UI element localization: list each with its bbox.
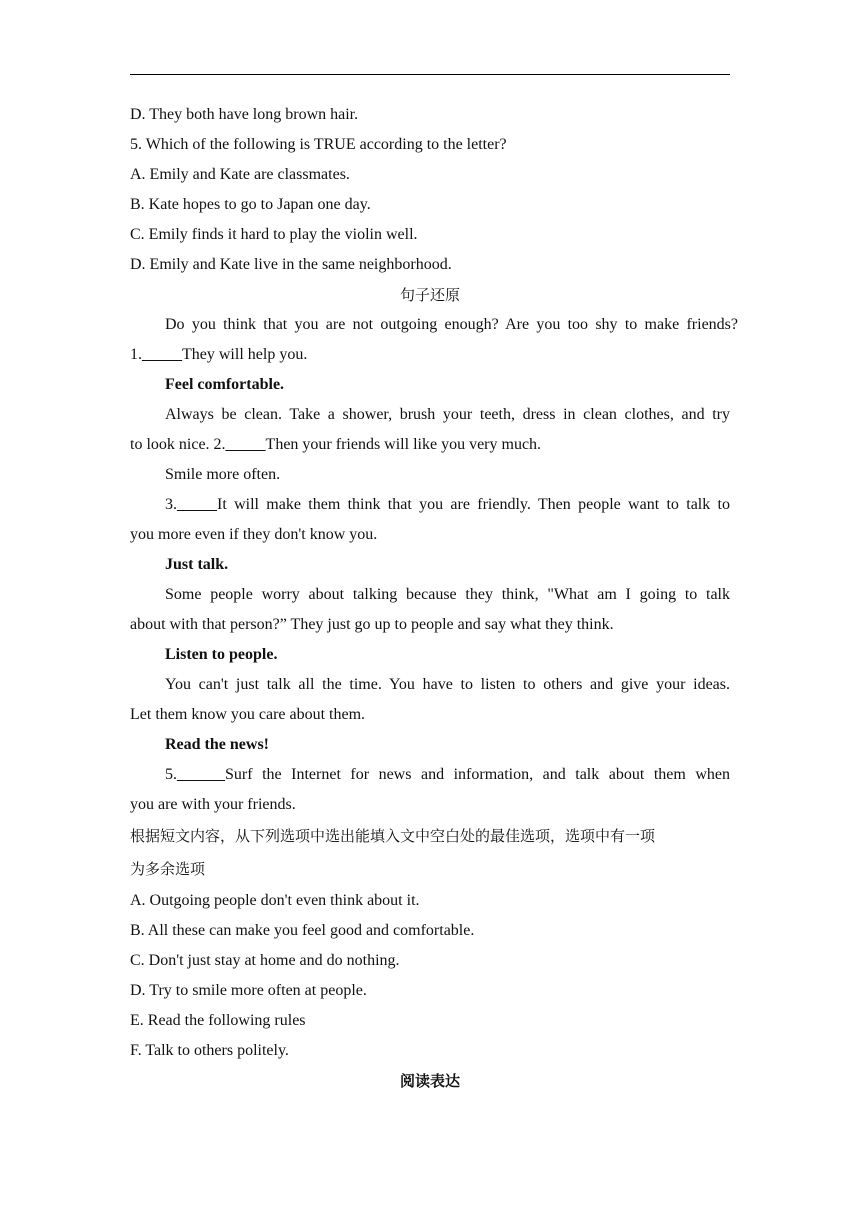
passage-line: Let them know you care about them.: [130, 706, 366, 723]
document-body: [130, 100, 738, 1096]
header-rule: [130, 74, 730, 75]
passage-heading: Feel comfortable.: [165, 376, 285, 393]
section-title: 句子还原: [399, 286, 460, 304]
blank-5: ______: [177, 766, 225, 783]
passage-line: Do you think that you are not outgoing enough? Are you too shy to make friends?: [165, 316, 738, 333]
passage-line: you more even if they don't know you.: [130, 526, 378, 543]
blank-1: _____: [142, 346, 182, 363]
answer-option: A. Outgoing people don't even think about it.: [130, 892, 420, 909]
option-line: B. Kate hopes to go to Japan one day.: [130, 196, 371, 213]
blank-3: _____: [177, 496, 217, 513]
option-line: D. Emily and Kate live in the same neighborhood.: [130, 256, 452, 273]
passage-heading: Smile more often.: [165, 466, 281, 483]
passage-heading: Just talk.: [165, 556, 229, 573]
passage-heading: Listen to people.: [165, 646, 278, 663]
instruction-line: 为多余选项: [130, 860, 206, 878]
question-line: 5. Which of the following is TRUE according to the letter?: [130, 136, 507, 153]
blank-2: _____: [225, 436, 266, 453]
passage-line: Always be clean. Take a shower, brush your teeth, dress in clean clothes, and try: [165, 406, 730, 423]
passage-line: You can't just talk all the time. You have to listen to others and give your ideas.: [165, 676, 730, 693]
section-title: 阅读表达: [399, 1072, 460, 1090]
passage-line: 5.______Surf the Internet for news and information, and talk about them when: [165, 766, 730, 783]
passage-line: about with that person?” They just go up to people and say what they think.: [130, 616, 614, 633]
passage-line: Some people worry about talking because they think, "What am I going to talk: [165, 586, 730, 603]
answer-option: F. Talk to others politely.: [130, 1042, 289, 1059]
passage-line: 3._____It will make them think that you are friendly. Then people want to talk to: [165, 496, 730, 513]
instruction-line: 根据短文内容，从下列选项中选出能填入文中空白处的最佳选项，选项中有一项: [130, 827, 656, 845]
passage-line: 1._____They will help you.: [130, 346, 308, 363]
answer-option: B. All these can make you feel good and comfortable.: [130, 922, 475, 939]
option-line: D. They both have long brown hair.: [130, 106, 359, 123]
option-line: A. Emily and Kate are classmates.: [130, 166, 350, 183]
answer-option: D. Try to smile more often at people.: [130, 982, 367, 999]
passage-line: you are with your friends.: [130, 796, 296, 813]
passage-heading: Read the news!: [165, 736, 269, 753]
option-line: C. Emily finds it hard to play the violin well.: [130, 226, 418, 243]
answer-option: E. Read the following rules: [130, 1012, 306, 1029]
answer-option: C. Don't just stay at home and do nothing.: [130, 952, 400, 969]
passage-line: to look nice. 2._____Then your friends will like you very much.: [130, 436, 542, 453]
